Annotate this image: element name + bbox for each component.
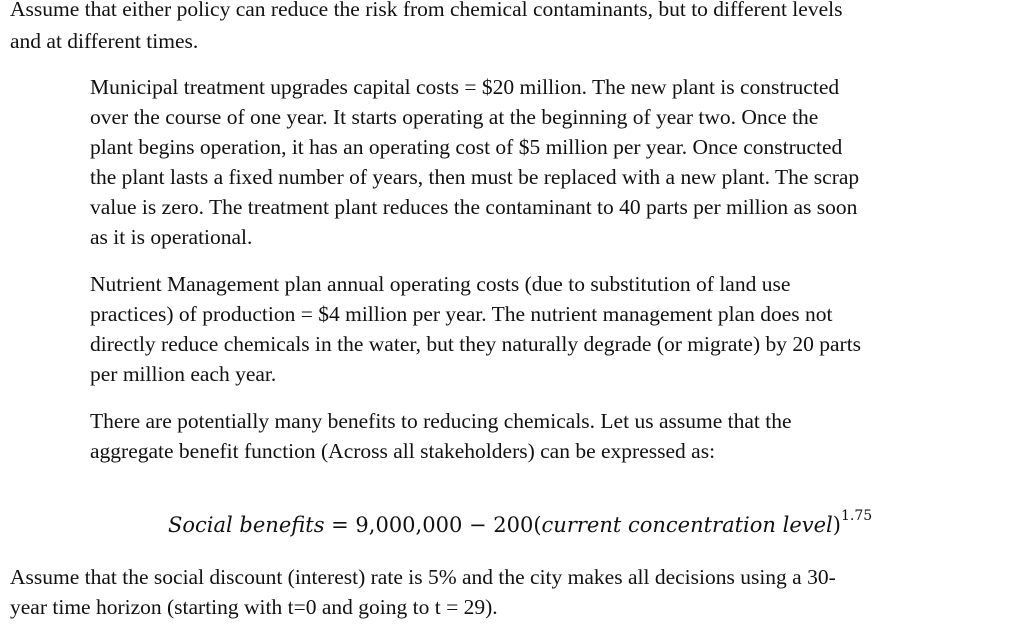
nutrient-line-2: practices) of production = $4 million per year. The nutrient management plan does not [90,302,833,326]
formula-exponent: 1.75 [840,508,873,524]
social-benefits-formula [168,508,872,545]
benefits-line-1: There are potentially many benefits to reducing chemicals. Let us assume that the [90,409,792,433]
intro-line-1: Assume that either policy can reduce the risk from chemical contaminants, but to different levels [10,0,843,21]
formula-equals: = [324,513,356,537]
municipal-line-6: as it is operational. [90,225,253,249]
municipal-line-3: plant begins operation, it has an operating cost of $5 million per year. Once constructed [90,135,843,159]
formula-lhs: Social benefits [168,513,325,537]
benefits-line-2: aggregate benefit function (Across all stakeholders) can be expressed as: [90,439,716,463]
closing-line-2: year time horizon (starting with t=0 and going to t = 29). [10,595,498,619]
formula-variable: current concentration level [541,513,833,537]
nutrient-line-3: directly reduce chemicals in the water, but they naturally degrade (or migrate) by 20 parts [90,332,862,356]
formula-minus: − [462,513,494,537]
formula-coefficient: 200( [493,513,542,537]
municipal-line-2: over the course of one year. It starts operating at the beginning of year two. Once the [90,105,819,129]
municipal-line-5: value is zero. The treatment plant reduces the contaminant to 40 parts per million as soon [90,195,858,219]
formula-constant: 9,000,000 [355,513,463,537]
nutrient-line-4: per million each year. [90,362,277,386]
municipal-line-1: Municipal treatment upgrades capital costs = $20 million. The new plant is constructed [90,75,840,99]
municipal-line-4: the plant lasts a fixed number of years, then must be replaced with a new plant. The scrap [90,165,860,189]
nutrient-line-1: Nutrient Management plan annual operating costs (due to substitution of land use [90,272,791,296]
formula-close-paren: ) [832,513,841,537]
closing-line-1: Assume that the social discount (interest) rate is 5% and the city makes all decisions using a 30- [10,565,836,589]
intro-line-2: and at different times. [10,29,199,53]
